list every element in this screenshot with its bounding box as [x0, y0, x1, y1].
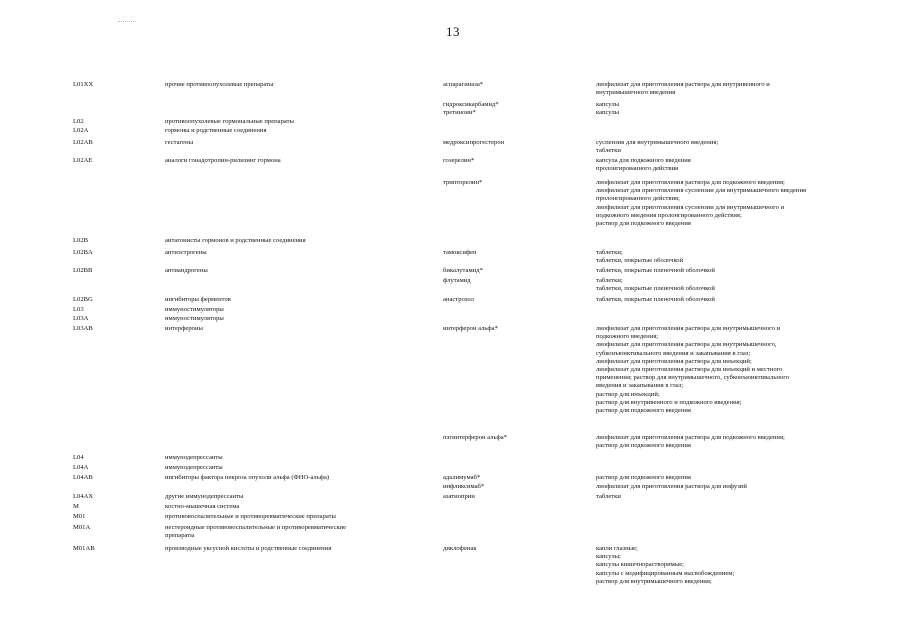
- drug-name: диклофенак: [443, 545, 477, 552]
- page-number: 13: [446, 24, 460, 39]
- anatomical-group: прочие противоопухолевые препараты: [165, 81, 274, 88]
- drug-name: флутамид: [443, 277, 471, 284]
- atc-code: L02BA: [73, 249, 93, 256]
- anatomical-group: нестероидные противовоспалительные и противоревматические препараты: [165, 524, 347, 540]
- anatomical-group: костно-мышечная система: [165, 503, 240, 510]
- anatomical-group: ингибиторы фактора некроза опухоли альфа (ФНО-альфа): [165, 474, 330, 481]
- dosage-form: раствор для подкожного введения: [596, 474, 691, 481]
- anatomical-group: противовоспалительные и противоревматические препараты: [165, 513, 336, 520]
- dosage-form: лиофилизат для приготовления раствора для внутривенного и внутримышечного введения: [596, 81, 770, 97]
- dosage-form: капсула для подкожного введения пролонгированного действия: [596, 157, 691, 173]
- atc-code: L01XX: [73, 81, 94, 88]
- anatomical-group: иммунодепрессанты: [165, 464, 223, 471]
- atc-code: L03AB: [73, 325, 93, 332]
- dosage-form: таблетки, покрытые пленочной оболочкой: [596, 296, 715, 303]
- dosage-form: лиофилизат для приготовления раствора для внутримышечного и подкожного введения; лиофилизат для приготовления раствора для внутримышечного, субконъюнктивального введения и закапывания в глаз; лиофилизат для приготовления раствора для инъекций; лиофилизат для приготовления раствора для инъекций и местного применения; раствор для внутримышечного, субконъюнктивального введения и закапывания в глаз; раствор для инъекций; раствор для внутривенного и подкожного введения; раствор для подкожного введения: [596, 325, 790, 415]
- dosage-form: лиофилизат для приготовления раствора для подкожного введения; раствор для подкожного введения: [596, 434, 785, 450]
- atc-code: M01AB: [73, 545, 95, 552]
- atc-code: L03: [73, 306, 84, 313]
- drug-name: медроксипрогестерон: [443, 139, 505, 146]
- atc-code: M: [73, 503, 79, 510]
- atc-code: M01: [73, 513, 86, 520]
- atc-code: L02AE: [73, 157, 93, 164]
- anatomical-group: иммуностимуляторы: [165, 306, 224, 313]
- drug-name: бикалутамид*: [443, 267, 483, 274]
- atc-code: L03A: [73, 315, 89, 322]
- drug-name: пэгинтерферон альфа*: [443, 434, 507, 441]
- dosage-form: таблетки: [596, 493, 621, 500]
- dosage-form: таблетки; таблетки, покрытые оболочкой: [596, 249, 684, 265]
- anatomical-group: иммуностимуляторы: [165, 315, 224, 322]
- anatomical-group: антиандрогены: [165, 267, 208, 274]
- dosage-form: таблетки, покрытые пленочной оболочкой: [596, 267, 715, 274]
- drug-name: инфликсимаб*: [443, 483, 485, 490]
- anatomical-group: гормоны и родственные соединения: [165, 127, 267, 134]
- drug-name: аспарагиназа*: [443, 81, 484, 88]
- drug-name: трипторелин*: [443, 179, 483, 186]
- dosage-form: таблетки; таблетки, покрытые пленочной оболочкой: [596, 277, 715, 293]
- atc-code: L02BB: [73, 267, 93, 274]
- anatomical-group: антагонисты гормонов и родственные соединения: [165, 237, 306, 244]
- anatomical-group: другие иммунодепрессанты: [165, 493, 244, 500]
- dosage-form: капсулы: [596, 109, 620, 116]
- drug-name: гидроксикарбамид*: [443, 101, 499, 108]
- atc-code: L04A: [73, 464, 89, 471]
- anatomical-group: противоопухолевые гормональные препараты: [165, 118, 294, 125]
- atc-code: L02: [73, 118, 84, 125]
- drug-name: азатиоприн: [443, 493, 475, 500]
- drug-name: третиноин*: [443, 109, 476, 116]
- drug-name: адалимумаб*: [443, 474, 481, 481]
- dosage-form: лиофилизат для приготовления раствора для инфузий: [596, 483, 747, 490]
- atc-code: L02B: [73, 237, 89, 244]
- dosage-form: капли глазные; капсулы; капсулы кишечнорастворимые; капсулы с модифицированным высвобождением; раствор для внутримышечного введения;: [596, 545, 735, 585]
- atc-code: M01A: [73, 524, 91, 531]
- anatomical-group: аналоги гонадотропин-рилизинг гормона: [165, 157, 281, 164]
- anatomical-group: ингибиторы ферментов: [165, 296, 231, 303]
- atc-code: L02A: [73, 127, 89, 134]
- anatomical-group: антиэстрогены: [165, 249, 207, 256]
- dosage-form: суспензия для внутримышечного введения; таблетки: [596, 139, 719, 155]
- anatomical-group: интерфероны: [165, 325, 203, 332]
- drug-name: интерферон альфа*: [443, 325, 498, 332]
- atc-code: L02BG: [73, 296, 93, 303]
- atc-code: L04AX: [73, 493, 94, 500]
- drug-name: гозерелин*: [443, 157, 475, 164]
- anatomical-group: иммунодепрессанты: [165, 454, 223, 461]
- drug-name: анастрозол: [443, 296, 474, 303]
- dosage-form: капсулы: [596, 101, 620, 108]
- anatomical-group: гестагены: [165, 139, 194, 146]
- dosage-form: лиофилизат для приготовления раствора для подкожного введения; лиофилизат для приготовления суспензии для внутримышечного введения пролонгированного действия; лиофилизат для приготовления суспензии для внутримышечного и подкожного введения пролонгированного действия; раствор для подкожного введения: [596, 179, 807, 228]
- drug-name: тамоксифен: [443, 249, 477, 256]
- anatomical-group: производные уксусной кислоты и родственные соединения: [165, 545, 332, 552]
- atc-code: L02AB: [73, 139, 93, 146]
- atc-code: L04AB: [73, 474, 93, 481]
- atc-code: L04: [73, 454, 84, 461]
